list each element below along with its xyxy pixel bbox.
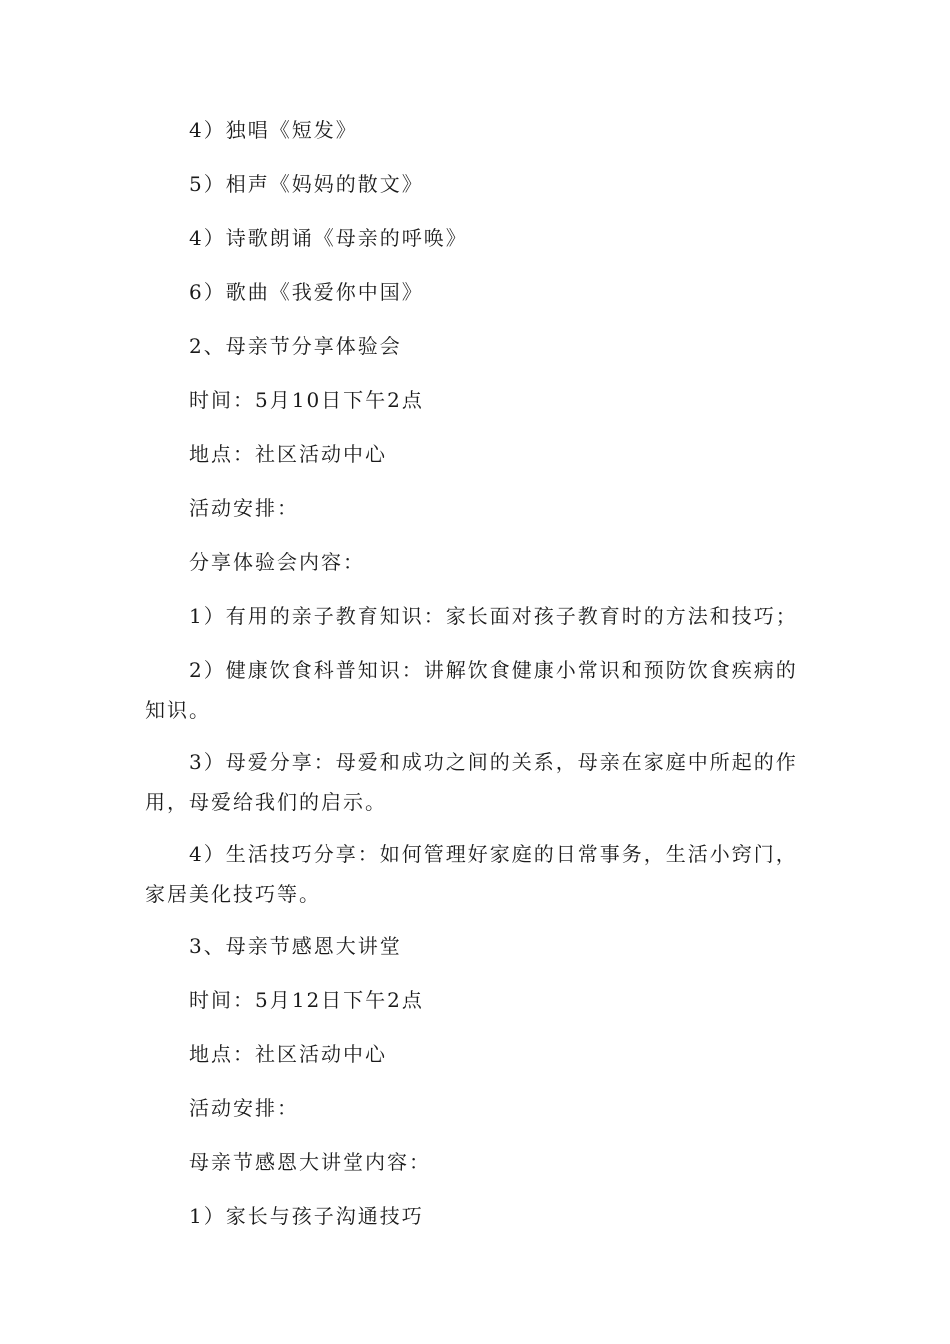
paragraph-lecture-location: 地点：社区活动中心 <box>189 1042 387 1066</box>
paragraph-lecture-content: 母亲节感恩大讲堂内容： <box>189 1150 431 1174</box>
paragraph-lecture-arrangement: 活动安排： <box>189 1096 299 1120</box>
paragraph-sharing-arrangement: 活动安排： <box>189 496 299 520</box>
paragraph-sharing-item-3: 3）母爱分享：母爱和成功之间的关系，母亲在家庭中所起的作用，母爱给我们的启示。 <box>145 750 798 814</box>
paragraph-lecture-time: 时间：5月12日下午2点 <box>189 988 424 1012</box>
paragraph-sharing-time: 时间：5月10日下午2点 <box>189 388 424 412</box>
section-heading-lecture: 3、母亲节感恩大讲堂 <box>189 934 402 958</box>
paragraph-lecture-item-1: 1）家长与孩子沟通技巧 <box>189 1204 424 1228</box>
paragraph-sharing-location: 地点：社区活动中心 <box>189 442 387 466</box>
paragraph-program-song: 6）歌曲《我爱你中国》 <box>189 280 424 304</box>
paragraph-sharing-content: 分享体验会内容： <box>189 550 365 574</box>
paragraph-sharing-item-4: 4）生活技巧分享：如何管理好家庭的日常事务，生活小窍门，家居美化技巧等。 <box>145 842 798 906</box>
paragraph-program-solo: 4）独唱《短发》 <box>189 118 358 142</box>
paragraph-program-poem: 4）诗歌朗诵《母亲的呼唤》 <box>189 226 468 250</box>
section-heading-sharing: 2、母亲节分享体验会 <box>189 334 402 358</box>
paragraph-sharing-item-2: 2）健康饮食科普知识：讲解饮食健康小常识和预防饮食疾病的知识。 <box>145 658 798 722</box>
paragraph-program-crosstalk: 5）相声《妈妈的散文》 <box>189 172 424 196</box>
paragraph-sharing-item-1: 1）有用的亲子教育知识：家长面对孩子教育时的方法和技巧； <box>189 604 798 628</box>
